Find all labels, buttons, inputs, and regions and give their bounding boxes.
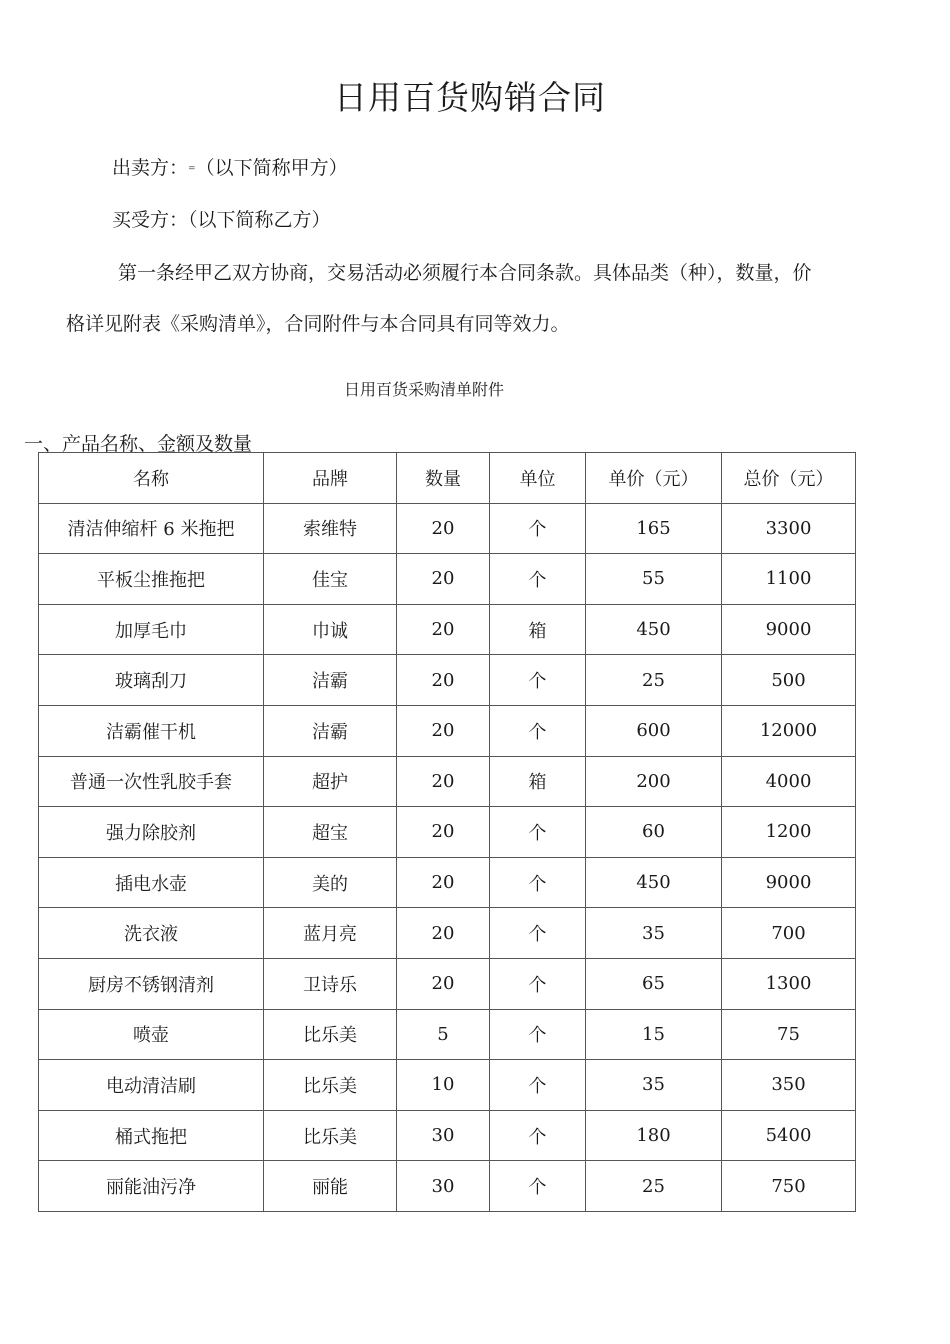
cell-unit: 个: [490, 807, 586, 858]
table-row: [39, 958, 856, 1009]
table-row: [39, 1060, 856, 1111]
header-name: 名称: [39, 453, 264, 504]
cell-unit: 个: [490, 1009, 586, 1060]
cell-total-price: 3300: [722, 503, 856, 554]
table-row: [39, 503, 856, 554]
seller-label: 出卖方：: [112, 157, 189, 179]
table-row: [39, 1161, 856, 1212]
cell-name: 电动清洁刷: [39, 1060, 264, 1111]
cell-quantity: 10: [397, 1060, 490, 1111]
cell-brand: 比乐美: [264, 1060, 397, 1111]
cell-name: 桶式拖把: [39, 1110, 264, 1161]
cell-unit-price: 600: [586, 705, 722, 756]
cell-brand: 比乐美: [264, 1110, 397, 1161]
clause-1-line-1: 第一条经甲乙双方协商，交易活动必须履行本合同条款。具体品类（种），数量，价: [118, 262, 812, 284]
cell-total-price: 1300: [722, 958, 856, 1009]
cell-name: 普通一次性乳胶手套: [39, 756, 264, 807]
cell-unit: 个: [490, 503, 586, 554]
table-row: [39, 756, 856, 807]
cell-quantity: 20: [397, 604, 490, 655]
cell-unit: 个: [490, 1161, 586, 1212]
attachment-title: 日用百货采购清单附件: [343, 380, 504, 399]
cell-unit: 个: [490, 655, 586, 706]
table-row: [39, 1110, 856, 1161]
cell-unit-price: 180: [586, 1110, 722, 1161]
cell-brand: 蓝月亮: [264, 908, 397, 959]
table-row: [39, 908, 856, 959]
cell-name: 洁霸催干机: [39, 705, 264, 756]
cell-unit: 个: [490, 1060, 586, 1111]
cell-unit: 箱: [490, 756, 586, 807]
cell-unit-price: 60: [586, 807, 722, 858]
cell-total-price: 75: [722, 1009, 856, 1060]
cell-brand: 佳宝: [264, 554, 397, 605]
cell-unit: 箱: [490, 604, 586, 655]
header-unit: 单位: [490, 453, 586, 504]
seller-line: [112, 153, 348, 180]
product-table: [38, 452, 856, 1212]
buyer-line: 买受方：（以下简称乙方）: [112, 209, 331, 231]
cell-total-price: 12000: [722, 705, 856, 756]
cell-quantity: 20: [397, 807, 490, 858]
cell-quantity: 20: [397, 655, 490, 706]
cell-total-price: 9000: [722, 604, 856, 655]
cell-brand: 卫诗乐: [264, 958, 397, 1009]
section-heading: 一、产品名称、金额及数量: [24, 433, 253, 455]
cell-quantity: 20: [397, 908, 490, 959]
table-row: [39, 857, 856, 908]
seller-mark: =: [188, 164, 196, 174]
cell-quantity: 30: [397, 1110, 490, 1161]
cell-unit: 个: [490, 958, 586, 1009]
table-row: [39, 604, 856, 655]
cell-quantity: 20: [397, 857, 490, 908]
cell-unit: 个: [490, 554, 586, 605]
cell-total-price: 5400: [722, 1110, 856, 1161]
table-header-row: [39, 453, 856, 504]
cell-brand: 美的: [264, 857, 397, 908]
cell-unit-price: 450: [586, 604, 722, 655]
seller-note: （以下简称甲方）: [195, 157, 348, 179]
cell-brand: 丽能: [264, 1161, 397, 1212]
table-row: [39, 807, 856, 858]
table-row: [39, 655, 856, 706]
cell-unit-price: 35: [586, 908, 722, 959]
cell-unit-price: 25: [586, 655, 722, 706]
cell-unit-price: 165: [586, 503, 722, 554]
cell-total-price: 350: [722, 1060, 856, 1111]
cell-name: 强力除胶剂: [39, 807, 264, 858]
cell-unit-price: 200: [586, 756, 722, 807]
header-brand: 品牌: [264, 453, 397, 504]
cell-quantity: 20: [397, 705, 490, 756]
cell-unit: 个: [490, 705, 586, 756]
cell-total-price: 750: [722, 1161, 856, 1212]
cell-name: 喷壶: [39, 1009, 264, 1060]
cell-name: 玻璃刮刀: [39, 655, 264, 706]
cell-quantity: 5: [397, 1009, 490, 1060]
table-row: [39, 1009, 856, 1060]
cell-name: 丽能油污净: [39, 1161, 264, 1212]
cell-quantity: 20: [397, 554, 490, 605]
table-body: [39, 503, 856, 1211]
cell-unit: 个: [490, 908, 586, 959]
cell-unit-price: 55: [586, 554, 722, 605]
cell-brand: 洁霸: [264, 655, 397, 706]
cell-name: 插电水壶: [39, 857, 264, 908]
cell-unit-price: 25: [586, 1161, 722, 1212]
cell-unit: 个: [490, 1110, 586, 1161]
cell-quantity: 30: [397, 1161, 490, 1212]
cell-quantity: 20: [397, 958, 490, 1009]
cell-name: 厨房不锈钢清剂: [39, 958, 264, 1009]
cell-brand: 巾诚: [264, 604, 397, 655]
cell-name: 清洁伸缩杆 6 米拖把: [39, 503, 264, 554]
cell-brand: 超护: [264, 756, 397, 807]
cell-name: 平板尘推拖把: [39, 554, 264, 605]
table-row: [39, 554, 856, 605]
cell-total-price: 9000: [722, 857, 856, 908]
cell-brand: 比乐美: [264, 1009, 397, 1060]
document-title: 日用百货购销合同: [334, 78, 606, 117]
cell-unit: 个: [490, 857, 586, 908]
cell-name: 加厚毛巾: [39, 604, 264, 655]
cell-total-price: 1100: [722, 554, 856, 605]
cell-total-price: 500: [722, 655, 856, 706]
header-total-price: 总价（元）: [722, 453, 856, 504]
cell-brand: 索维特: [264, 503, 397, 554]
cell-total-price: 700: [722, 908, 856, 959]
cell-unit-price: 65: [586, 958, 722, 1009]
cell-quantity: 20: [397, 503, 490, 554]
cell-unit-price: 450: [586, 857, 722, 908]
clause-1-line-2: 格详见附表《采购清单》，合同附件与本合同具有同等效力。: [66, 313, 570, 335]
cell-quantity: 20: [397, 756, 490, 807]
table-row: [39, 705, 856, 756]
header-unit-price: 单价（元）: [586, 453, 722, 504]
cell-unit-price: 15: [586, 1009, 722, 1060]
cell-brand: 洁霸: [264, 705, 397, 756]
cell-unit-price: 35: [586, 1060, 722, 1111]
cell-brand: 超宝: [264, 807, 397, 858]
cell-total-price: 4000: [722, 756, 856, 807]
header-quantity: 数量: [397, 453, 490, 504]
cell-name: 洗衣液: [39, 908, 264, 959]
cell-total-price: 1200: [722, 807, 856, 858]
